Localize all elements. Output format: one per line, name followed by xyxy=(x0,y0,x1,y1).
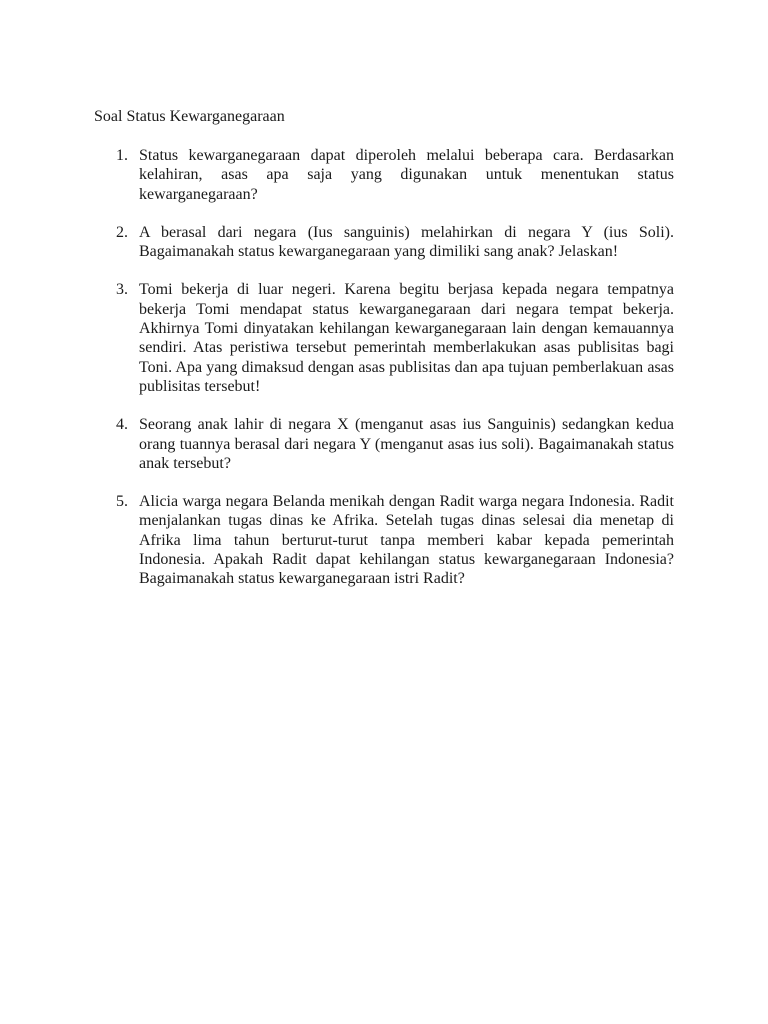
question-text: Tomi bekerja di luar negeri. Karena begitu berjasa kepada negara tempatnya bekerja Tomi mendapat status kewarganegaraan dari negara tempat bekerja. Akhirnya Tomi dinyatakan kehilangan kewarganegaraan lain dengan kemauannya sendiri. Atas peristiwa tersebut pemerintah memberlakukan asas publisitas bagi Toni. Apa yang dimaksud dengan asas publisitas dan apa tujuan pemberlakuan asas publisitas tersebut! xyxy=(139,281,674,395)
question-text: A berasal dari negara (Ius sanguinis) melahirkan di negara Y (ius Soli). Bagaimanakah status kewarganegaraan yang dimiliki sang anak? Jelaskan! xyxy=(139,223,674,261)
question-item-4 xyxy=(94,415,674,473)
document-title: Soal Status Kewarganegaraan xyxy=(94,108,285,125)
question-number: 4. xyxy=(116,416,128,434)
question-text: Alicia warga negara Belanda menikah dengan Radit warga negara Indonesia. Radit menjalankan tugas dinas ke Afrika. Setelah tugas dinas selesai dia menetap di Afrika lima tahun berturut-turut tanpa memberi kabar kepada pemerintah Indonesia. Apakah Radit dapat kehilangan status kewarganegaraan Indonesia? Bagaimanakah status kewarganegaraan istri Radit? xyxy=(139,493,674,588)
question-number: 1. xyxy=(116,147,128,164)
question-item-2 xyxy=(94,223,674,262)
question-text: Status kewarganegaraan dapat diperoleh melalui beberapa cara. Berdasarkan kelahiran, asas apa saja yang digunakan untuk menentukan status kewarganegaraan? xyxy=(139,147,674,203)
question-number: 3. xyxy=(116,281,128,299)
question-number: 5. xyxy=(116,493,128,511)
question-number: 2. xyxy=(116,223,128,241)
question-item-3 xyxy=(94,280,674,396)
question-text: Seorang anak lahir di negara X (menganut asas ius Sanguinis) sedangkan kedua orang tuannya berasal dari negara Y (menganut asas ius soli). Bagaimanakah status anak tersebut? xyxy=(139,416,674,472)
question-list xyxy=(94,146,674,608)
question-item-5 xyxy=(94,492,674,588)
question-item-1 xyxy=(94,146,674,204)
